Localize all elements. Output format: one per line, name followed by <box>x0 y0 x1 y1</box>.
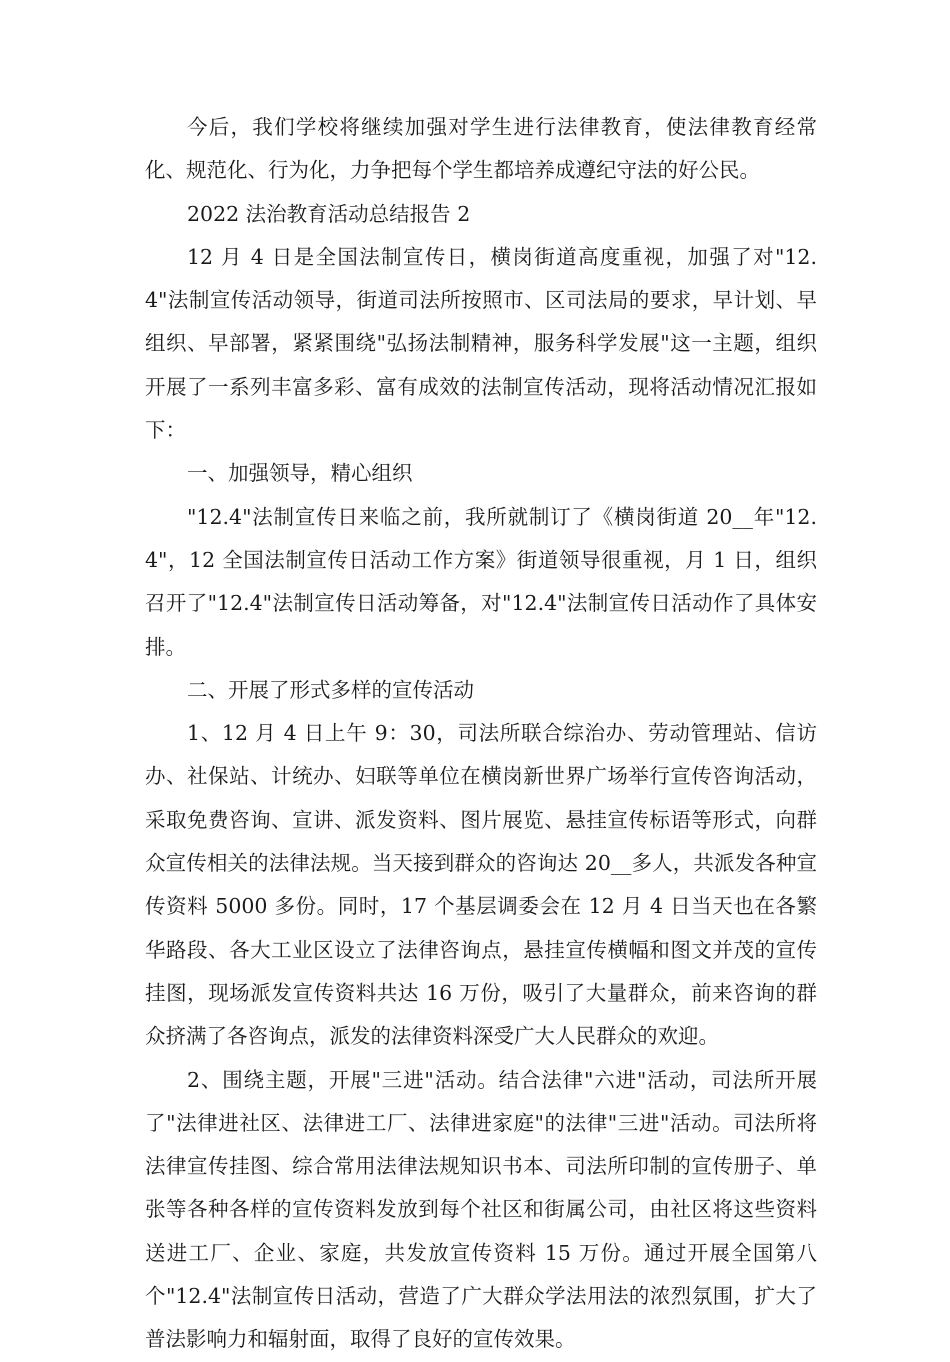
paragraph-intro: 12 月 4 日是全国法制宣传日，横岗街道高度重视，加强了对"12.4"法制宣传活动领导，街道司法所按照市、区司法局的要求，早计划、早组织、早部署，紧紧围绕"弘扬法制精神，服务科学发展"这一主题，组织开展了一系列丰富多彩、富有成效的法制宣传活动，现将活动情况汇报如下： <box>145 244 817 443</box>
report-subtitle: 2022 法治教育活动总结报告 2 <box>187 201 471 226</box>
paragraph-item-1: 1、12 月 4 日上午 9：30，司法所联合综治办、劳动管理站、信访办、社保站、计统办、妇联等单位在横岗新世界广场举行宣传咨询活动，采取免费咨询、宣讲、派发资料、图片展览、悬挂宣传标语等形式，向群众宣传相关的法律法规。当天接到群众的咨询达 20__多人，共派发各种宣传资料 5000 多份。同时，17 个基层调委会在 12 月 4 日当天也在各繁华路段、各大工业区设立了法律咨询点，悬挂宣传横幅和图文并茂的宣传挂图，现场派发宣传资料共达 16 万份，吸引了大量群众，前来咨询的群众挤满了各咨询点，派发的法律资料深受广大人民群众的欢迎。 <box>145 721 817 1049</box>
document-body <box>145 106 817 1362</box>
paragraph-item-2: 2、围绕主题，开展"三进"活动。结合法律"六进"活动，司法所开展了"法律进社区、法律进工厂、法律进家庭"的法律"三进"活动。司法所将法律宣传挂图、综合常用法律法规知识书本、司法所印制的宣传册子、单张等各种各样的宣传资料发放到每个社区和街属公司，由社区将这些资料送进工厂、企业、家庭，共发放宣传资料 15 万份。通过开展全国第八个"12.4"法制宣传日活动，营造了广大群众学法用法的浓烈氛围，扩大了普法影响力和辐射面，取得了良好的宣传效果。 <box>145 1067 817 1352</box>
section-heading-1: 一、加强领导，精心组织 <box>187 461 413 486</box>
paragraph-conclusion: 今后，我们学校将继续加强对学生进行法律教育，使法律教育经常化、规范化、行为化，力争把每个学生都培养成遵纪守法的好公民。 <box>145 115 817 183</box>
section-heading-2: 二、开展了形式多样的宣传活动 <box>187 677 474 702</box>
paragraph-section-1: "12.4"法制宣传日来临之前，我所就制订了《横岗街道 20__年"12.4"，12 全国法制宣传日活动工作方案》街道领导很重视，月 1 日，组织召开了"12.4"法制宣传日活动筹备，对"12.4"法制宣传日活动作了具体安排。 <box>145 504 817 659</box>
